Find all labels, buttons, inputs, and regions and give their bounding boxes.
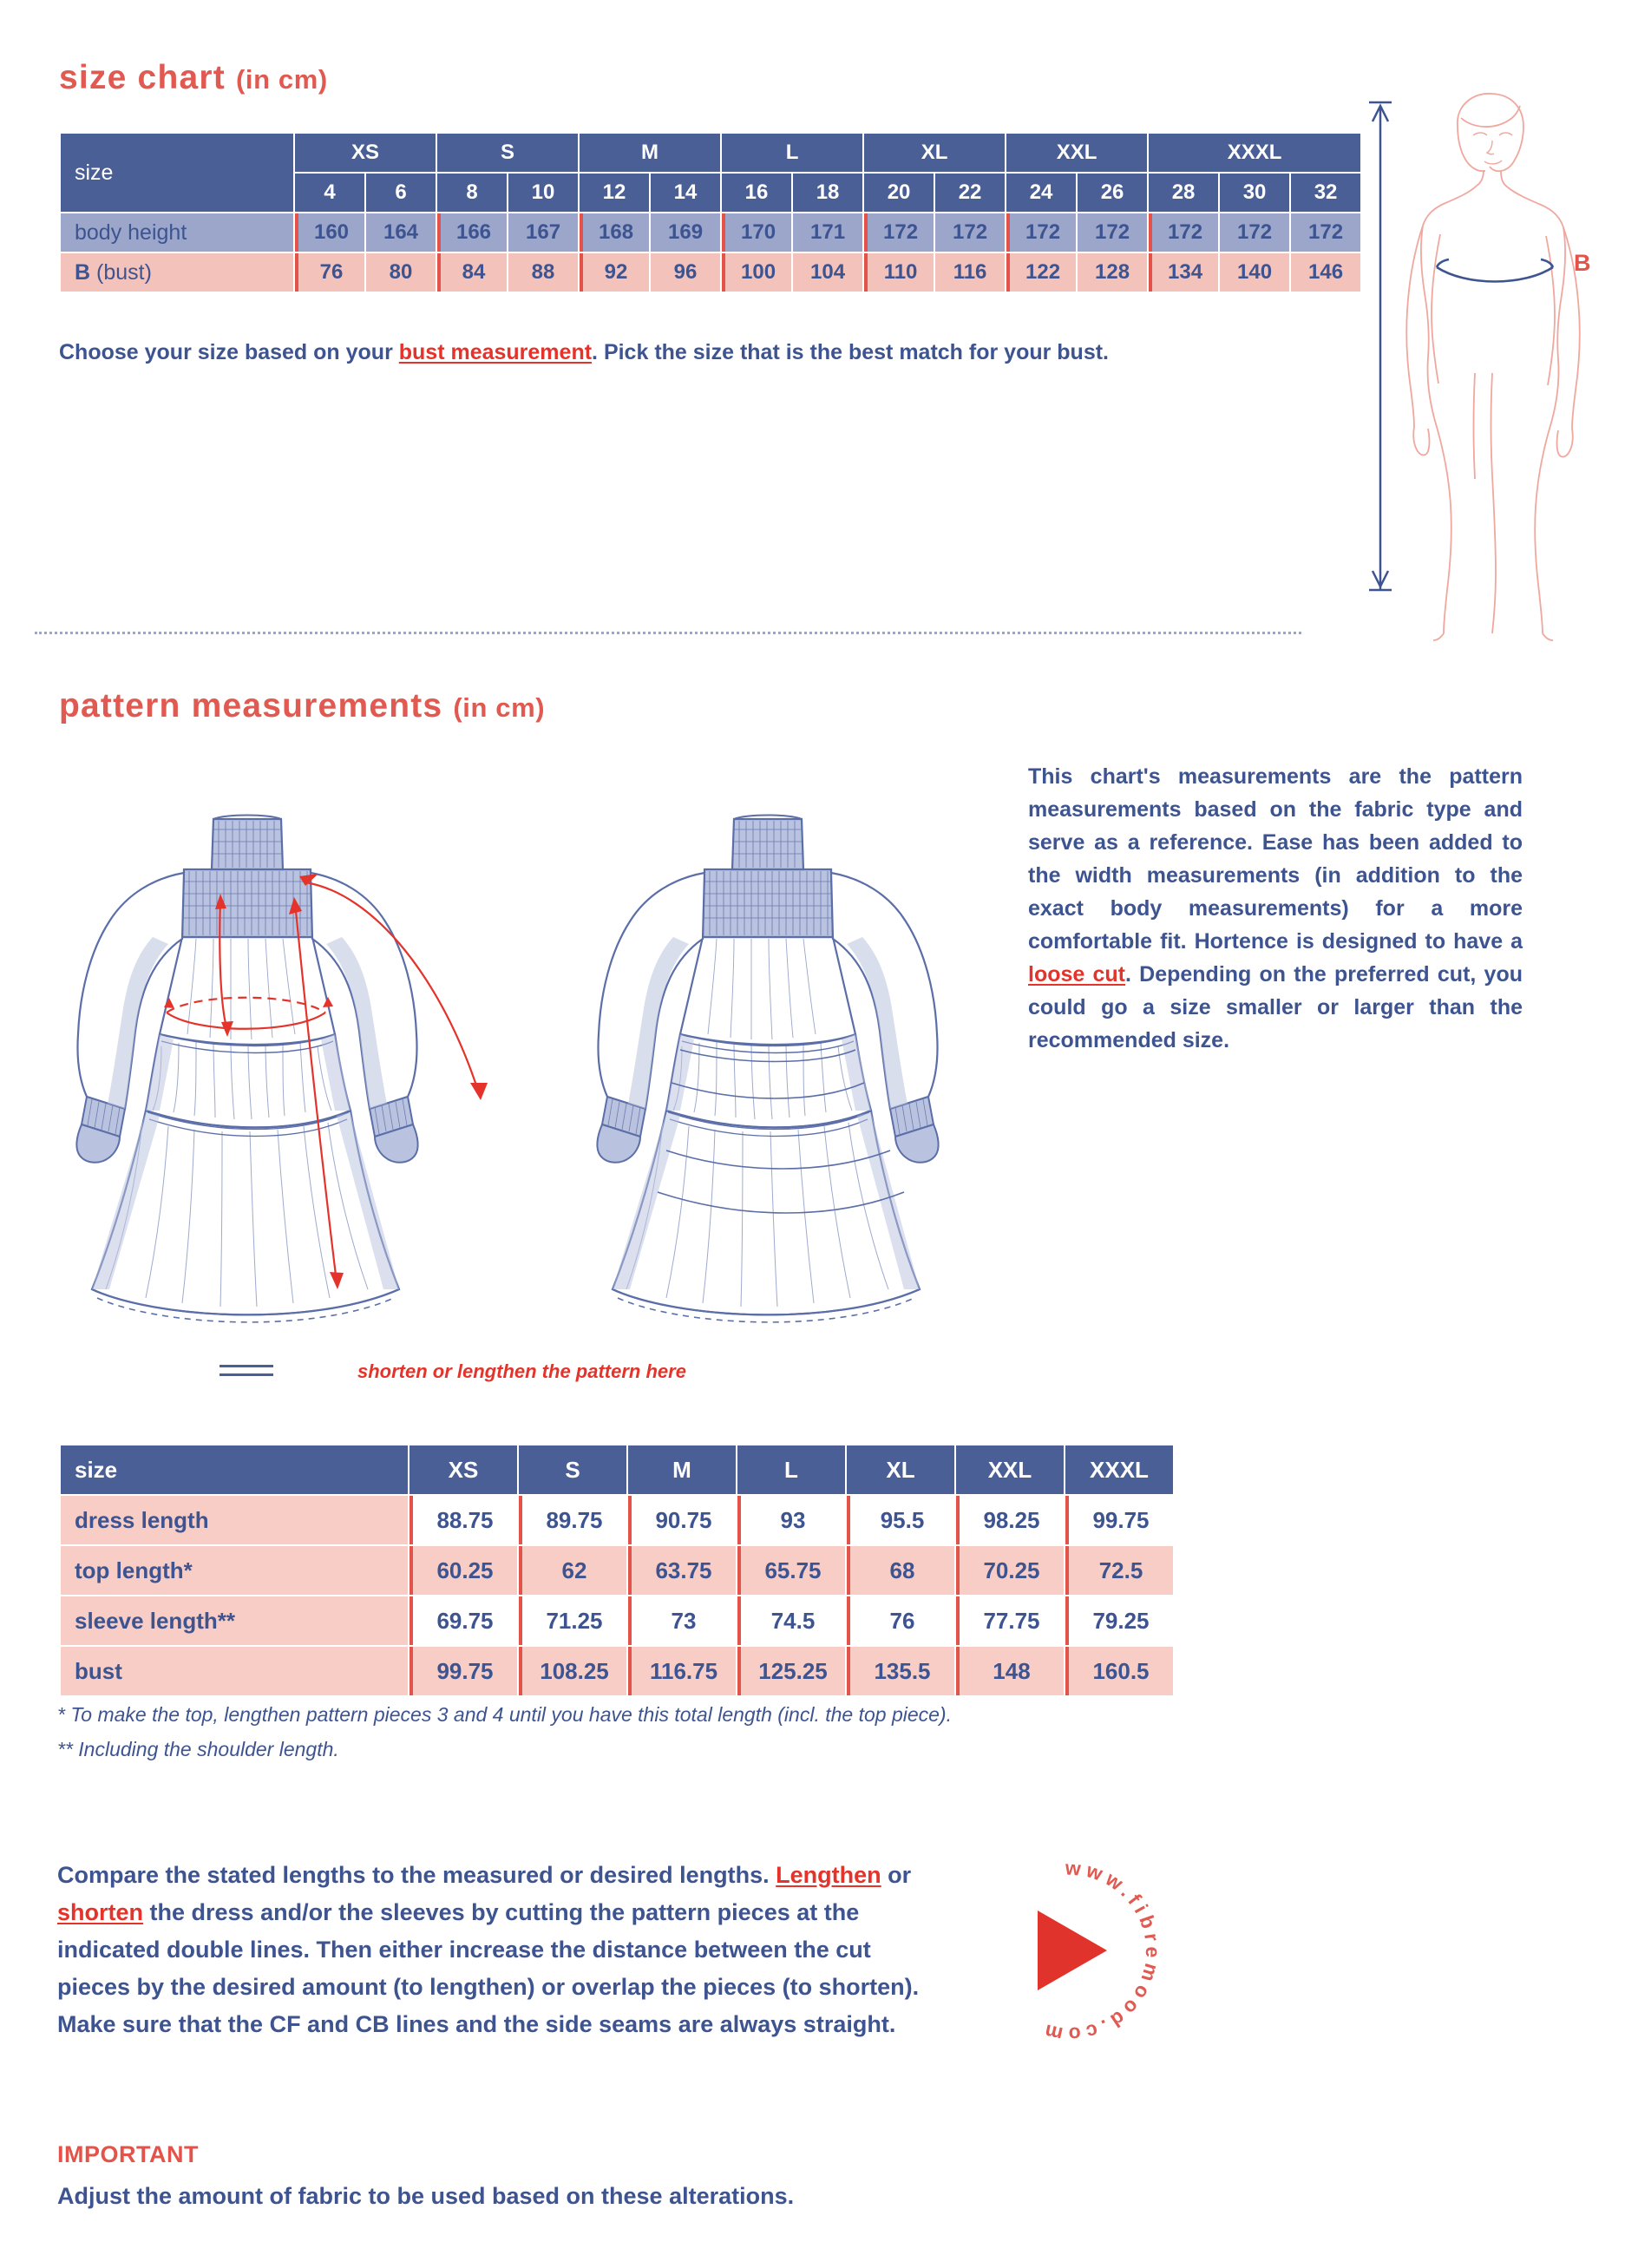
size-group-xl: XL <box>864 134 1005 172</box>
important-body-text: Adjust the amount of fabric to be used based on these alterations. <box>57 2183 795 2209</box>
pattern-measurements-title <box>59 687 545 725</box>
table-footnotes <box>57 1697 952 1767</box>
play-triangle-icon <box>1038 1911 1107 1990</box>
pm-col-xs: XS <box>410 1445 517 1494</box>
dress-length-l: 93 <box>737 1496 845 1544</box>
instructions-part1: Compare the stated lengths to the measured or desired lengths. <box>57 1862 776 1888</box>
size-group-s: S <box>437 134 578 172</box>
size-group-xxxl: XXXL <box>1149 134 1360 172</box>
top-length-m: 63.75 <box>628 1546 736 1595</box>
table-row-pm-bust <box>61 1647 1173 1695</box>
body-height-11: 172 <box>1078 213 1147 252</box>
numeric-size-12: 28 <box>1149 174 1218 212</box>
row-label-bust <box>61 253 293 292</box>
shorten-link[interactable]: shorten <box>57 1899 144 1925</box>
size-chart-size-label: size <box>61 134 293 212</box>
dress-length-xxl: 98.25 <box>956 1496 1064 1544</box>
instructions-part2: the dress and/or the sleeves by cutting the pattern pieces at the indicated double lines. Then either increase the distance between the cut pieces by the desired amount (to lengthen) or overlap the pieces (to shorten). Make sure that the CF and CB lines and the side seams are always straight. <box>57 1899 920 2037</box>
pm-col-xxxl: XXXL <box>1065 1445 1173 1494</box>
bust-0: 76 <box>295 253 364 292</box>
table-row-body-height <box>61 213 1360 252</box>
body-height-3: 167 <box>508 213 578 252</box>
dress-back-view-icon <box>597 816 938 1322</box>
top-length-xs: 60.25 <box>410 1546 517 1595</box>
pm-col-xxl: XXL <box>956 1445 1064 1494</box>
table-row-bust <box>61 253 1360 292</box>
pattern-measurements-table <box>59 1444 1175 1697</box>
sleeve-length-xl: 76 <box>847 1596 954 1645</box>
important-heading: IMPORTANT <box>57 2141 199 2167</box>
fibremood-logo[interactable] <box>961 1843 1178 2060</box>
numeric-size-14: 32 <box>1291 174 1360 212</box>
bust-measure-line-icon <box>1437 259 1553 282</box>
body-height-4: 168 <box>580 213 649 252</box>
pm-col-xl: XL <box>847 1445 954 1494</box>
technical-drawing-illustrations <box>35 807 1006 1336</box>
numeric-size-10: 24 <box>1006 174 1076 212</box>
pm-col-s: S <box>519 1445 626 1494</box>
pattern-para-part2: . Depending on the preferred cut, you could go a size smaller or larger than the recommended size. <box>1028 962 1523 1052</box>
footnote-2: ** Including the shoulder length. <box>57 1738 339 1760</box>
female-body-outline-icon <box>1406 94 1580 640</box>
body-height-14: 172 <box>1291 213 1360 252</box>
size-group-l: L <box>722 134 862 172</box>
sleeve-length-xs: 69.75 <box>410 1596 517 1645</box>
top-length-s: 62 <box>519 1546 626 1595</box>
body-height-2: 166 <box>437 213 507 252</box>
choose-size-note <box>59 340 1109 365</box>
choose-note-part2: . Pick the size that is the best match for your bust. <box>592 340 1110 364</box>
bust-13: 140 <box>1220 253 1289 292</box>
bust-3: 88 <box>508 253 578 292</box>
numeric-size-0: 4 <box>295 174 364 212</box>
size-chart-title-unit: (in cm) <box>235 64 328 95</box>
pattern-title-unit: (in cm) <box>453 692 546 723</box>
sleeve-length-xxxl: 79.25 <box>1065 1596 1173 1645</box>
body-height-9: 172 <box>935 213 1005 252</box>
dress-length-m: 90.75 <box>628 1496 736 1544</box>
dress-length-s: 89.75 <box>519 1496 626 1544</box>
body-height-7: 171 <box>793 213 862 252</box>
shorten-lengthen-caption: shorten or lengthen the pattern here <box>357 1360 686 1382</box>
bust-7: 104 <box>793 253 862 292</box>
pm-bust-m: 116.75 <box>628 1647 736 1695</box>
loose-cut-link[interactable]: loose cut <box>1028 962 1125 987</box>
choose-note-part1: Choose your size based on your <box>59 340 399 364</box>
footnote-1: * To make the top, lengthen pattern pieces 3 and 4 until you have this total length (incl. the top piece). <box>57 1703 952 1726</box>
logo-url-text: www.fibremood.com <box>1038 1856 1165 2047</box>
pm-col-l: L <box>737 1445 845 1494</box>
numeric-size-13: 30 <box>1220 174 1289 212</box>
sleeve-length-xxl: 77.75 <box>956 1596 1064 1645</box>
body-height-13: 172 <box>1220 213 1289 252</box>
numeric-size-5: 14 <box>651 174 720 212</box>
row-label-body-height: body height <box>61 213 293 252</box>
pm-label-top-length: top length* <box>61 1546 408 1595</box>
bust-10: 122 <box>1006 253 1076 292</box>
numeric-size-6: 16 <box>722 174 791 212</box>
numeric-size-11: 26 <box>1078 174 1147 212</box>
fibremood-logo-svg <box>961 1843 1178 2060</box>
body-height-8: 172 <box>864 213 934 252</box>
body-height-5: 169 <box>651 213 720 252</box>
lengthen-link[interactable]: Lengthen <box>776 1862 881 1888</box>
body-height-arrow-icon <box>1369 102 1392 590</box>
pattern-description-paragraph <box>1028 760 1523 1057</box>
bust-5: 96 <box>651 253 720 292</box>
bust-6: 100 <box>722 253 791 292</box>
croquis-bust-label: B <box>1574 250 1591 276</box>
size-chart-table <box>59 132 1362 293</box>
top-length-xxxl: 72.5 <box>1065 1546 1173 1595</box>
bust-11: 128 <box>1078 253 1147 292</box>
bust-measurement-link[interactable]: bust measurement <box>398 340 593 364</box>
bust-4: 92 <box>580 253 649 292</box>
top-length-l: 65.75 <box>737 1546 845 1595</box>
sleeve-length-s: 71.25 <box>519 1596 626 1645</box>
pattern-para-part1: This chart's measurements are the pattern measurements based on the fabric type and serve as a reference. Ease has been added to the width measurements (in addition to the exact body measurements) for a more comfortable fit. Hortence is designed to have a <box>1028 764 1523 954</box>
bust-14: 146 <box>1291 253 1360 292</box>
bust-2: 84 <box>437 253 507 292</box>
table-row-sleeve-length <box>61 1596 1173 1645</box>
top-length-xxl: 70.25 <box>956 1546 1064 1595</box>
pm-bust-xxxl: 160.5 <box>1065 1647 1173 1695</box>
dress-front-view-icon <box>76 816 417 1322</box>
alteration-instructions <box>57 1857 934 2043</box>
pm-header-row <box>61 1445 1173 1494</box>
body-height-12: 172 <box>1149 213 1218 252</box>
table-row-top-length <box>61 1546 1173 1595</box>
size-chart-title <box>59 59 328 97</box>
table-row-dress-length <box>61 1496 1173 1544</box>
dress-technical-drawings-svg <box>35 807 1006 1336</box>
dress-length-xs: 88.75 <box>410 1496 517 1544</box>
sleeve-length-m: 73 <box>628 1596 736 1645</box>
numeric-size-4: 12 <box>580 174 649 212</box>
dress-length-xl: 95.5 <box>847 1496 954 1544</box>
numeric-size-8: 20 <box>864 174 934 212</box>
pm-bust-xl: 135.5 <box>847 1647 954 1695</box>
croquis-figure <box>1353 87 1614 642</box>
pm-bust-xxl: 148 <box>956 1647 1064 1695</box>
row-label-bust-rest: (bust) <box>90 259 152 285</box>
section-divider <box>35 632 1301 634</box>
pm-label-dress-length: dress length <box>61 1496 408 1544</box>
body-height-0: 160 <box>295 213 364 252</box>
numeric-size-3: 10 <box>508 174 578 212</box>
bust-9: 116 <box>935 253 1005 292</box>
size-group-xxl: XXL <box>1006 134 1147 172</box>
dress-length-xxxl: 99.75 <box>1065 1496 1173 1544</box>
pattern-title-main: pattern measurements <box>59 687 443 724</box>
pm-size-label: size <box>61 1445 408 1494</box>
pm-label-bust: bust <box>61 1647 408 1695</box>
pm-label-sleeve-length: sleeve length** <box>61 1596 408 1645</box>
size-group-xs: XS <box>295 134 436 172</box>
instructions-mid: or <box>881 1862 912 1888</box>
body-height-10: 172 <box>1006 213 1076 252</box>
top-length-xl: 68 <box>847 1546 954 1595</box>
pm-bust-l: 125.25 <box>737 1647 845 1695</box>
bust-8: 110 <box>864 253 934 292</box>
row-label-bust-letter: B <box>75 259 91 285</box>
body-height-1: 164 <box>366 213 436 252</box>
pm-col-m: M <box>628 1445 736 1494</box>
numeric-size-7: 18 <box>793 174 862 212</box>
bust-12: 134 <box>1149 253 1218 292</box>
size-chart-group-header-row <box>61 134 1360 172</box>
sleeve-length-l: 74.5 <box>737 1596 845 1645</box>
numeric-size-9: 22 <box>935 174 1005 212</box>
numeric-size-1: 6 <box>366 174 436 212</box>
pm-bust-s: 108.25 <box>519 1647 626 1695</box>
size-group-m: M <box>580 134 720 172</box>
pm-bust-xs: 99.75 <box>410 1647 517 1695</box>
croquis-svg <box>1353 87 1614 642</box>
size-chart-title-main: size chart <box>59 59 226 96</box>
numeric-size-2: 8 <box>437 174 507 212</box>
body-height-6: 170 <box>722 213 791 252</box>
double-line-marker-icon <box>219 1365 273 1377</box>
bust-1: 80 <box>366 253 436 292</box>
